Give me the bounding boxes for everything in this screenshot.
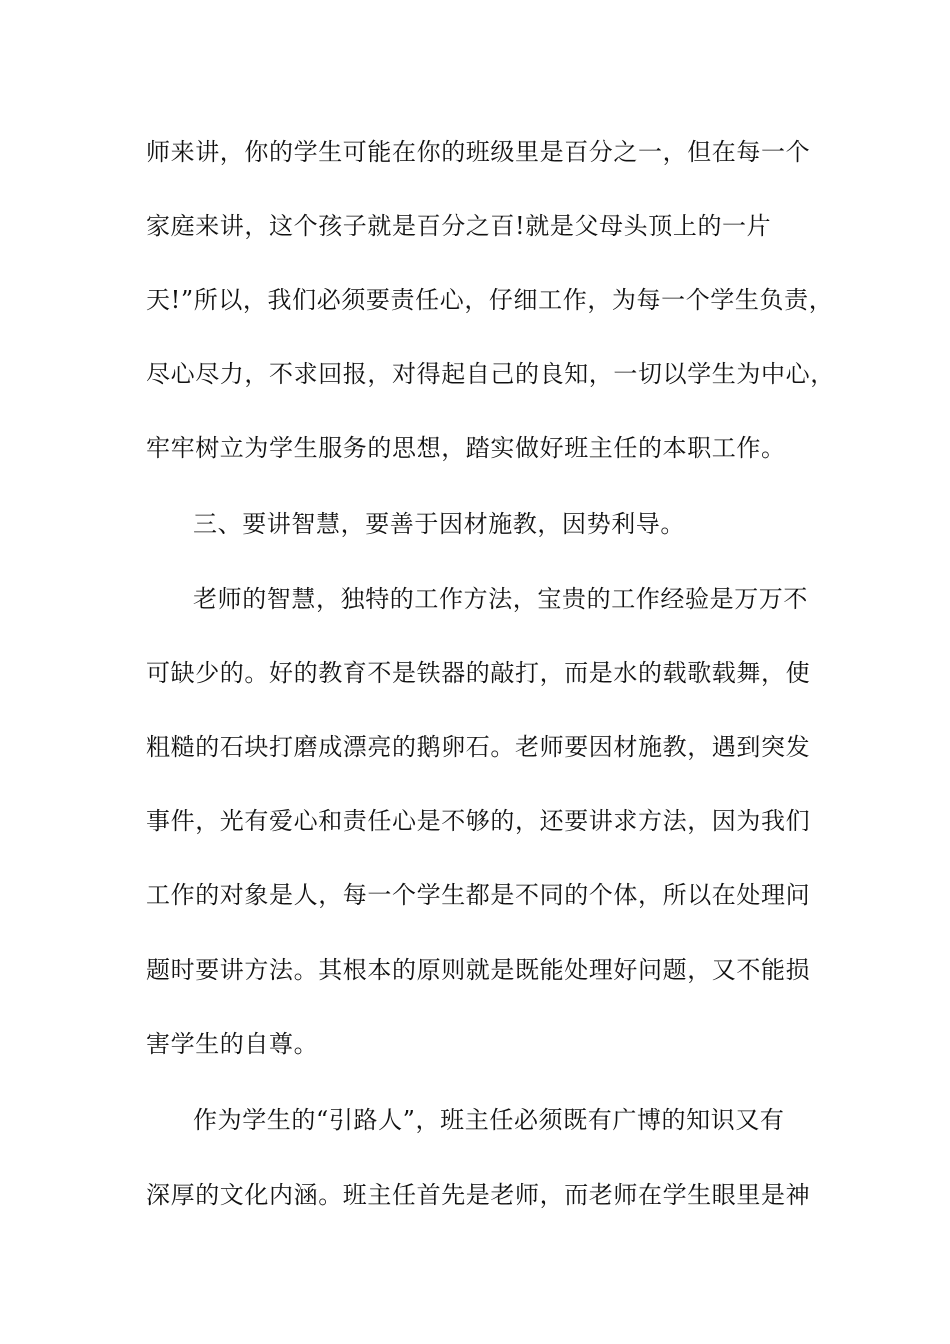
paragraph-line: 可缺少的。好的教育不是铁器的敲打，而是水的载歌载舞，使 — [146, 659, 811, 687]
paragraph-line: 老师的智慧，独特的工作方法，宝贵的工作经验是万万不 — [193, 585, 808, 613]
paragraph-line: 家庭来讲，这个孩子就是百分之百!就是父母头顶上的一片 — [146, 212, 772, 240]
paragraph-line: 深厚的文化内涵。班主任首先是老师，而老师在学生眼里是神 — [146, 1181, 811, 1209]
paragraph-line: 害学生的自尊。 — [146, 1030, 319, 1058]
paragraph-line: 尽心尽力，不求回报，对得起自己的良知，一切以学生为中心， — [146, 360, 835, 388]
paragraph-line: 作为学生的“引路人”，班主任必须既有广博的知识又有 — [193, 1106, 785, 1134]
paragraph-line: 工作的对象是人，每一个学生都是不同的个体，所以在处理问 — [146, 881, 811, 909]
paragraph-line: 事件，光有爱心和责任心是不够的，还要讲求方法，因为我们 — [146, 807, 811, 835]
paragraph-line: 题时要讲方法。其根本的原则就是既能处理好问题，又不能损 — [146, 956, 811, 984]
paragraph-line: 牢牢树立为学生服务的思想，踏实做好班主任的本职工作。 — [146, 434, 786, 462]
paragraph-line: 师来讲，你的学生可能在你的班级里是百分之一，但在每一个 — [146, 138, 811, 166]
paragraph-line: 粗糙的石块打磨成漂亮的鹅卵石。老师要因材施教，遇到突发 — [146, 733, 811, 761]
paragraph-line: 天!”所以，我们必须要责任心，仔细工作，为每一个学生负责， — [146, 286, 834, 314]
section-heading: 三、要讲智慧，要善于因材施教，因势利导。 — [193, 510, 685, 538]
